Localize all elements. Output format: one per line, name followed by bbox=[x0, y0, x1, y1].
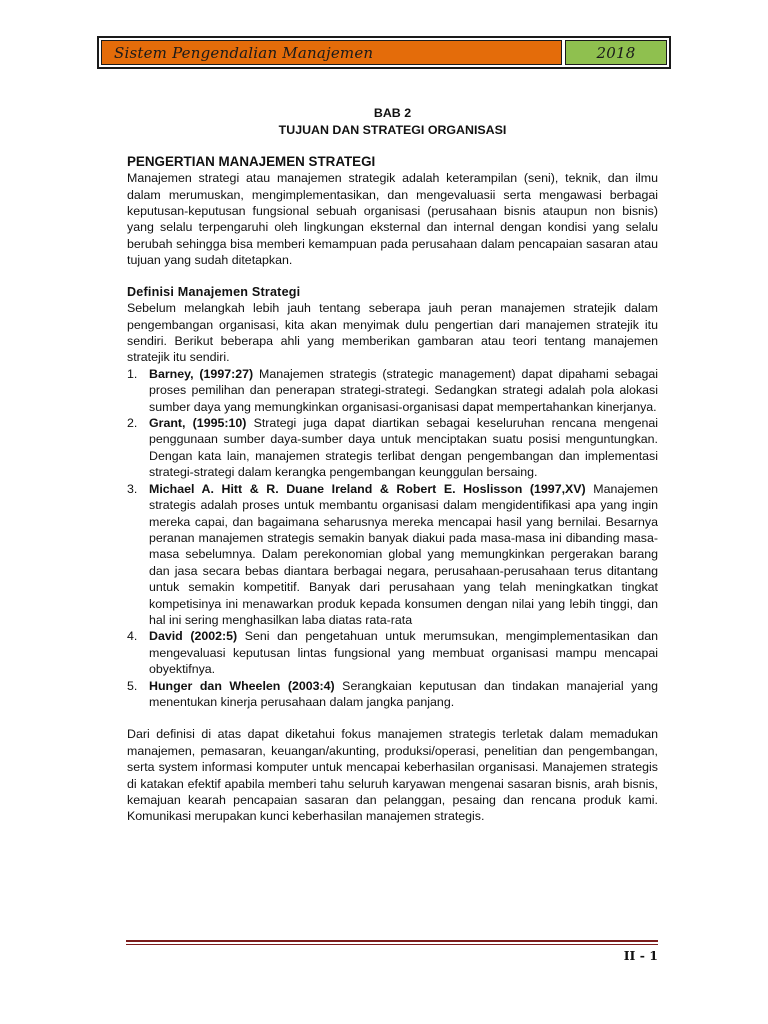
list-item bbox=[127, 628, 658, 677]
list-item-text: Manajemen strategis adalah proses untuk membantu organisasi dalam mengidentifikasi apa yang ingin mereka capai, dan bagaimana seharusnya mereka mencapai hasil yang bernilai. Besarnya peranan manajemen strategis semakin banyak diakui pada masa-masa ini dibanding masa-masa sebelumnya. Dalam perekonomian global yang memungkinkan pergerakan barang dan jasa secara bebas diantara berbagai negara, perusahaan-perusahaan terus ditantang untuk semakin kompetitif. Banyak dari perusahaan yang telah meningkatkan tingkat kompetisinya ini menawarkan produk kepada konsumen dengan nilai yang lebih tinggi, dan hal ini sering menghasilkan laba diatas rata-rata bbox=[149, 481, 658, 627]
list-item-number: 3. bbox=[127, 481, 138, 496]
list-item-body bbox=[149, 366, 658, 415]
list-item-body bbox=[149, 415, 658, 481]
list-item-body bbox=[149, 481, 658, 629]
list-item-reference: Grant, (1995:10) bbox=[149, 416, 247, 431]
chapter-title: TUJUAN DAN STRATEGI ORGANISASI bbox=[278, 122, 507, 137]
list-item-reference: Michael A. Hitt & R. Duane Ireland & Robert E. Hoslisson (1997,XV) bbox=[149, 481, 586, 496]
list-item-text: Seni dan pengetahuan untuk merumsukan, mengimplementasikan dan mengevaluasi keputusan lintas fungsional yang membuat organisasi mampu mencapai obyektifnya. bbox=[149, 629, 658, 677]
list-item-number: 2. bbox=[127, 416, 138, 431]
section-paragraph-pengertian: Manajemen strategi atau manajemen strategik adalah keterampilan (seni), teknik, dan ilmu dalam merumuskan, mengimplementasikan, dan mengevaluasii serta mengawasi berbagai keputusan-keputusan fungsional sebuah organisasi (perusahaan bisnis ataupun non bisnis) yang selalu terpengaruhi oleh lingkungan eksternal dan internal dengan kondisi yang selalu berubah sehingga bisa memberi kemampuan pada perusahaan dalam pencapaian sasaran atau tujuan yang sudah ditetapkan. bbox=[127, 171, 658, 268]
page-number: II - 1 bbox=[623, 948, 658, 963]
section-paragraph-conclusion: Dari definisi di atas dapat diketahui fokus manajemen strategis terletak dalam memadukan manajemen, pemasaran, keuangan/akunting, produksi/operasi, penelitian dan pengembangan, serta system informasi komputer untuk mencapai keberhasilan organisasi. Manajemen strategis di katakan efektif apabila memberi tahu seluruh karyawan mengenai sasaran bisnis, arah bisnis, kemajuan kearah pencapaian sasaran dan pelanggan, pesaing dan rencana produk kami. Komunikasi merupakan kunci keberhasilan manajemen strategis. bbox=[127, 727, 658, 824]
chapter-label: BAB 2 bbox=[373, 106, 412, 120]
list-item bbox=[127, 678, 658, 711]
list-item-number: 5. bbox=[127, 678, 138, 693]
list-item-reference: David (2002:5) bbox=[149, 629, 238, 644]
list-item-text: Manajemen strategis (strategic management) dapat dipahami sebagai proses pemilihan dan penerapan strategi-strategi. Sedangkan strategi adalah pola alokasi sumber daya yang memungkinkan organisasi-organisasi dapat mempertahankan kinerjanya. bbox=[149, 366, 659, 414]
list-item bbox=[127, 481, 658, 629]
section-heading-pengertian: PENGERTIAN MANAJEMEN STRATEGI bbox=[127, 154, 376, 170]
header-year: 2018 bbox=[596, 43, 636, 62]
list-item-reference: Hunger dan Wheelen (2003:4) bbox=[149, 678, 335, 693]
list-item bbox=[127, 366, 658, 415]
list-item-number: 1. bbox=[127, 366, 138, 381]
list-item bbox=[127, 415, 658, 481]
list-item-text: Serangkaian keputusan dan tindakan manajerial yang menentukan kinerja perusahaan dalam jangka panjang. bbox=[149, 678, 658, 709]
document-body bbox=[127, 105, 658, 825]
list-item-body bbox=[149, 678, 658, 711]
paragraph-spacer bbox=[127, 710, 658, 726]
list-item-text: Strategi juga dapat diartikan sebagai keseluruhan rencana mengenai penggunaan sumber daya-sumber daya untuk menciptakan suatu posisi menguntungkan. Dengan kata lain, manajemen strategis terlibat dengan pengembangan dan implementasi strategi-strategi dalam kerangka pengembangan keunggulan bersaing. bbox=[149, 416, 658, 480]
footer-rule-thin bbox=[126, 944, 658, 945]
definition-list bbox=[127, 366, 658, 711]
section-paragraph-definisi-intro: Sebelum melangkah lebih jauh tentang seberapa jauh peran manajemen stratejik dalam pengembangan organisasi, kita akan menyimak dulu pengertian dari manajemen stratejik itu sendiri. Berikut beberapa ahli yang memberikan gambaran atau teori tentang manajemen stratejik itu sendiri. bbox=[127, 301, 658, 365]
footer-rule-thick bbox=[126, 940, 658, 942]
list-item-reference: Barney, (1997:27) bbox=[149, 366, 254, 381]
header-year-box bbox=[565, 40, 667, 65]
header-banner bbox=[97, 36, 671, 69]
header-title-box bbox=[101, 40, 562, 65]
section-heading-definisi: Definisi Manajemen Strategi bbox=[127, 284, 301, 299]
header-title: Sistem Pengendalian Manajemen bbox=[114, 43, 374, 62]
list-item-number: 4. bbox=[127, 629, 138, 644]
list-item-body bbox=[149, 628, 658, 677]
